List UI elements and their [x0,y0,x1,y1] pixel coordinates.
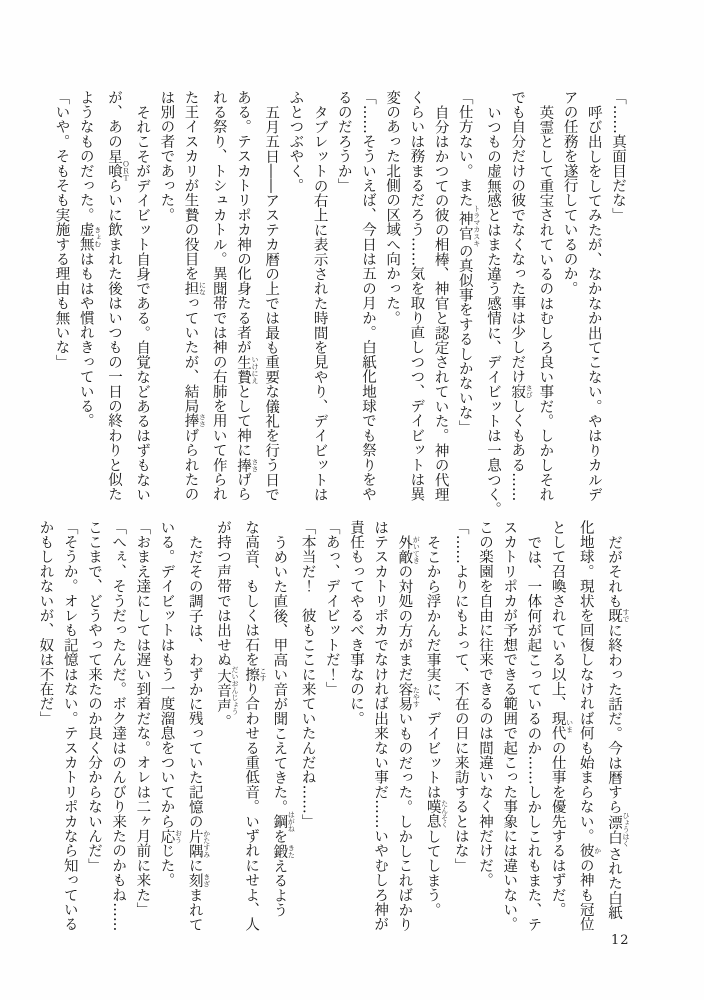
text-line: それこそがデイビット自身である。自覚などあるはずもない [134,104,151,502]
text-line: は別の者であった。 [158,90,175,223]
text-line: 「……真面目だな」 [610,90,626,223]
furigana-ruby: 漂白 ひょうはく [606,812,630,848]
furigana-ruby: 鋼 はがね [271,810,296,832]
furigana-ruby: 生贄 いけにえ [234,354,259,385]
text-line: はテスカトリポカでなければ出来ない事だ……いやむしろ神が [372,520,389,932]
text-line: 「……よりにもよって、不在の日に来訪するとはな」 [452,520,469,873]
text-line: な高音、もしくは石を擦 こすり合わせる重低音。いずれにせよ、人 [243,520,268,932]
furigana-ruby: 既 すで [606,608,630,623]
furigana-ruby: 大音声 だいおんじょう [214,666,239,716]
text-line: うめいた直後、甲高い音が聞こえてきた。鋼 はがねを鍛 きたえるよう [271,534,296,918]
text-line: れる祭り、トシュカトル。異聞帯では神の右肺を用いて作られ [210,90,227,502]
text-line: 呼び出しをしてみたが、なかなか出てこない。やはりカルデ [585,104,602,502]
text-line: ただその調子は、わずかに残っていた記憶の片隅 かたすみに刻 きざまれて [186,534,211,932]
text-line: だがそれも既 すでに終わった話だ。今は暦すら漂白 ひょうはくされた白紙 [606,534,630,920]
text-line: アの任務を遂行しているのか。 [561,90,578,296]
text-line: 「おまえ達にしては遅い到着だな。オレは二ヶ月前に来た」 [134,520,151,917]
text-line: が持つ声帯では出せぬ大音声 だいおんじょう。 [214,520,239,730]
text-line: 英霊として重宝されているのはむしろ良い事だ。しかしそれ [537,104,554,502]
furigana-ruby: 鍛 きた [271,843,296,859]
furigana-ruby: 彼 か [577,843,602,859]
furigana-ruby: 現代 いま [549,711,574,741]
text-line: スカトリポカが予想できる範囲で起こった事象には違いない。 [501,520,518,932]
text-line: 化地球。現状を回復しなければ何も始まらない。彼 かの神も冠位 [577,520,602,932]
text-line: かもしれないが、奴は不在だ」 [37,520,54,726]
text-line: ここまで、どうやって来たのか良く分からないんだ」 [85,520,102,873]
text-block-upper [49,90,630,517]
text-line: 「いや。そもそも実施する理由も無いな」 [53,90,70,370]
text-line: 外敵 がいてきの対処の方がまだ容易 たやすいものだった。しかしこればかり [396,534,421,932]
text-line: 「……そういえば、今日は五の月か。白紙化地球でも祭りをや [359,90,376,502]
text-line: が、あの星喰ら ＯＲＴいに飲まれた後はいつもの一日の終わりと似た [105,90,130,502]
text-line: そこから浮かんだ事実に、デイビットは嘆息 たんそくしてしまう。 [424,534,449,917]
text-line: るのだろうか」 [335,90,352,193]
text-line: 責任もってやるべき事なのに。 [347,520,364,726]
text-line: 変のあった北側の区域へ向かった。 [384,90,401,326]
text-line: では、一体何が起こっているのか……しかしこれもまた、テ [525,534,542,932]
furigana-ruby: 片隅 かたすみ [186,828,211,858]
text-line: この楽園を自由に往来できるのは間違いなく神だけだ。 [476,520,493,888]
text-line: いる。デイビットはもう一度溜息をついてから応 おうじた。 [158,520,183,888]
text-line: いつもの虚無感とはまた違う感情に、デイビットは一息つく。 [484,104,501,517]
furigana-ruby: 捧 ささ [234,457,259,473]
furigana-ruby: 刻 きざ [186,872,211,888]
furigana-ruby: 擦 こす [243,667,268,682]
text-line: として召喚されている以上、現代 いまの仕事を優先するはずだ。 [549,520,574,917]
text-line: くらいは務まるだろう……気を取り直しつつ、デイビットは異 [408,90,425,502]
text-line: 「本当だ！ 彼もここに来ていたんだね……」 [299,520,316,829]
text-line: ふとつぶやく。 [287,90,304,193]
text-block-lower [33,520,630,930]
text-line: ようなものだった。虚無 きょむはもはや慣れきっている。 [77,90,102,429]
furigana-ruby: 担 にな [182,281,207,296]
furigana-ruby: 容易 たやす [396,681,421,711]
page-number: 12 [611,933,630,948]
text-line: 五月五日――アステカ暦の上では最も重要な儀礼を行う日で [263,104,280,502]
text-line: 「あっ、デイビットだ！」 [323,520,340,697]
text-line: でも自分だけの彼でなくなった事は少しだけ寂 さびしくもある…… [509,90,534,502]
furigana-ruby: 寂 さび [509,384,534,399]
text-line: 「仕方ない。また神官 トラマカスキの真似事をするしかないな」 [456,90,481,435]
text-line: ある。テスカトリポカ神の化身たる者が生贄 いけにえとして神に捧 ささげら [234,90,259,502]
furigana-ruby: 外敵 がいてき [396,534,421,564]
furigana-ruby: 神官 トラマカスキ [456,204,481,247]
furigana-ruby: 嘆息 たんそく [424,799,449,829]
text-line: た王イスカリが生贄の役目を担 になっていたが、結局捧 ささげられたの [182,90,207,502]
furigana-ruby: 虚無 きょむ [77,222,102,252]
text-line: 「へぇ、そうだったんだ。ボク達はのんびり来たのかもね…… [110,520,127,932]
furigana-ruby: 捧 ささ [182,413,207,429]
text-line: タブレットの右上に表示された時間を見やり、デイビットは [311,104,328,502]
text-line: 自分はかつての彼の相棒、神官と認定されていた。神の代理 [432,104,449,502]
furigana-ruby: 星喰ら ＯＲＴ [105,148,130,193]
text-line: 「そうか。オレも記憶はない。テスカトリポカなら知っている [61,520,78,932]
furigana-ruby: 応 おう [158,828,183,844]
